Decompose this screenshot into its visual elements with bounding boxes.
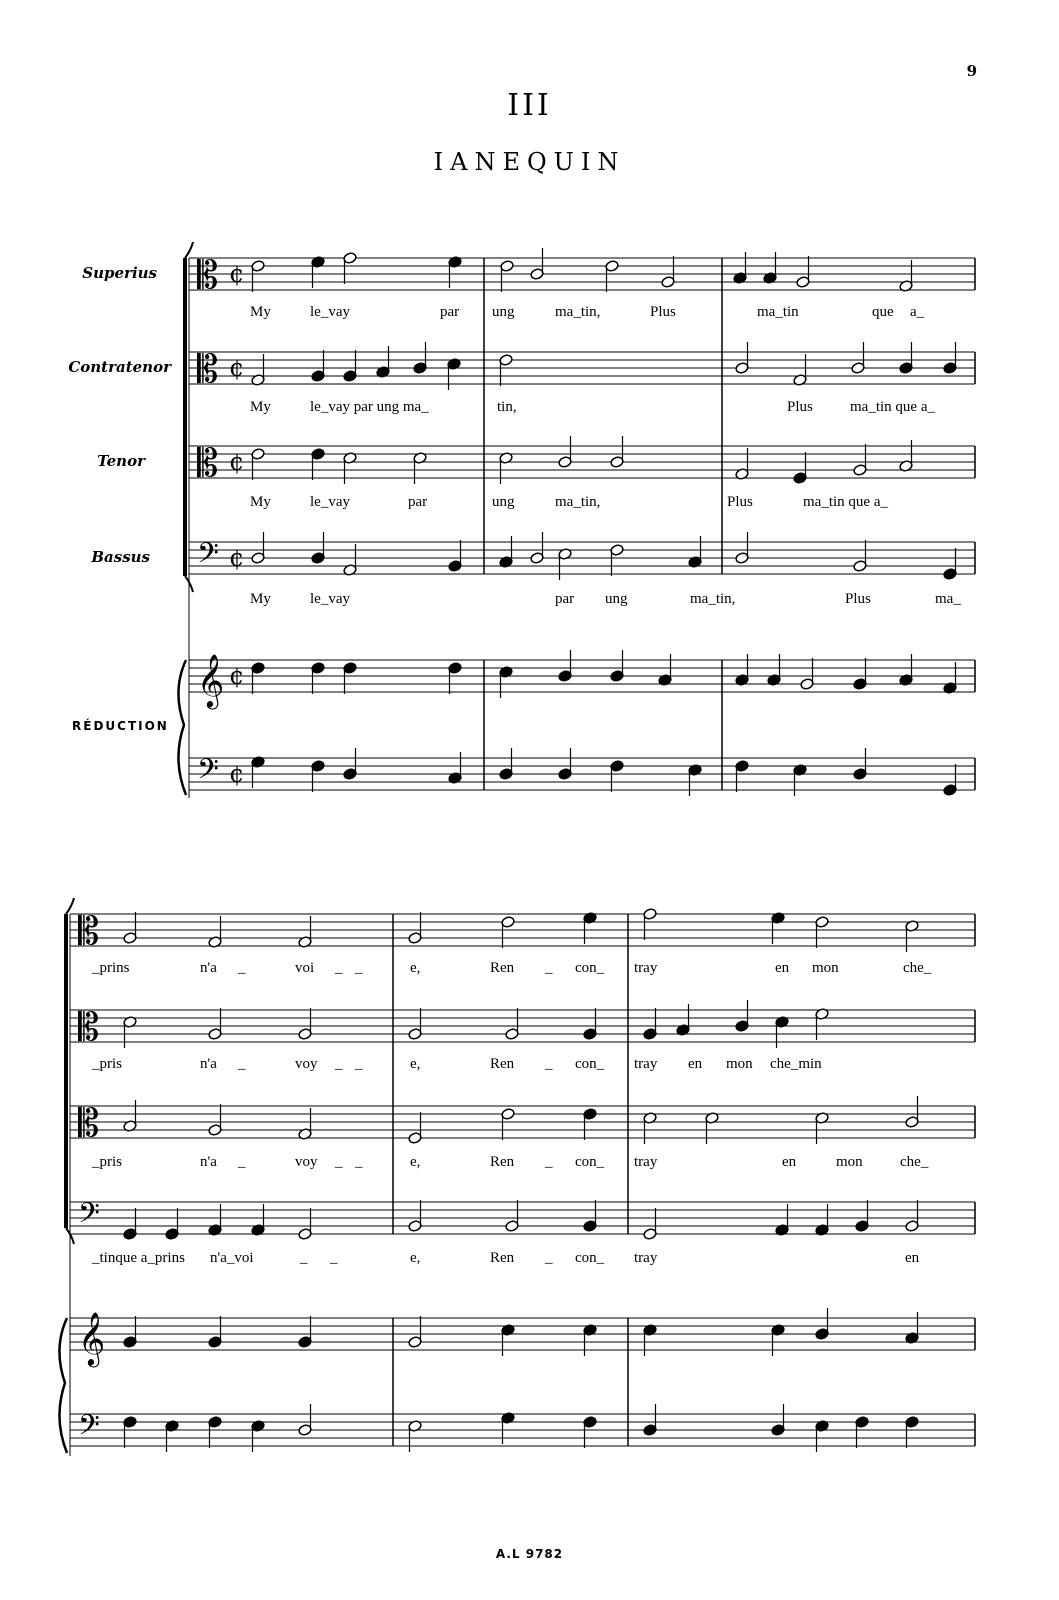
lyric-syllable: ung: [492, 494, 515, 510]
lyric-syllable: _prins: [92, 960, 130, 976]
lyric-syllable: e,: [410, 1154, 421, 1170]
lyric-syllable: _: [545, 1250, 553, 1266]
lyric-syllable: con_: [575, 960, 605, 976]
bass-clef: 𝄢: [78, 1197, 100, 1237]
lyric-syllable: e,: [410, 1250, 421, 1266]
lyric-syllable: mon: [726, 1056, 753, 1072]
lyric-syllable: ung: [492, 304, 515, 320]
lyric-syllable: n'a: [200, 1154, 217, 1170]
lyric-syllable: ma_tin,: [690, 591, 736, 607]
lyric-syllable: _: [300, 1250, 308, 1266]
bass-clef: 𝄢: [197, 537, 219, 577]
voice-label-tenor: Tenor: [97, 452, 145, 470]
lyric-syllable: Plus: [727, 494, 753, 510]
lyric-syllable: _: [330, 1250, 338, 1266]
lyric-syllable: voy: [295, 1056, 318, 1072]
voice-label-bassus: Bassus: [91, 548, 150, 566]
c-clef: 𝄡: [78, 909, 100, 953]
lyric-syllable: tray: [634, 1250, 658, 1266]
c-clef: 𝄡: [78, 1101, 100, 1145]
lyric-syllable: _: [355, 1154, 363, 1170]
time-signature: ¢: [229, 448, 245, 476]
system-2: [59, 898, 74, 1456]
lyric-syllable: ma_: [935, 591, 961, 607]
bass-clef: 𝄢: [197, 753, 219, 793]
time-signature: ¢: [229, 760, 245, 788]
lyric-syllable: n'a: [200, 960, 217, 976]
lyric-syllable: n'a: [200, 1056, 217, 1072]
lyric-syllable: _: [335, 960, 343, 976]
treble-clef: 𝄞: [78, 1311, 106, 1365]
lyric-syllable: _pris: [92, 1154, 122, 1170]
c-clef: 𝄡: [197, 253, 219, 297]
page-number: 9: [966, 62, 977, 80]
lyric-syllable: le_vay par ung ma_: [310, 399, 429, 415]
lyric-syllable: _: [545, 960, 553, 976]
composer-name: IANEQUIN: [433, 148, 626, 176]
lyric-syllable: tin,: [497, 399, 517, 415]
time-signature: ¢: [229, 260, 245, 288]
c-clef: 𝄡: [78, 1005, 100, 1049]
lyric-syllable: My: [250, 304, 271, 320]
lyric-syllable: ma_tin que a_: [803, 494, 888, 510]
lyric-syllable: _tinque a_prins: [92, 1250, 185, 1266]
lyric-syllable: ma_tin: [757, 304, 799, 320]
lyric-syllable: en: [782, 1154, 797, 1170]
lyric-syllable: que: [872, 304, 894, 320]
lyric-syllable: My: [250, 591, 271, 607]
plate-number: A.L 9782: [495, 1547, 564, 1561]
lyric-syllable: My: [250, 399, 271, 415]
lyric-syllable: tray: [634, 1154, 658, 1170]
lyric-syllable: My: [250, 494, 271, 510]
lyric-syllable: e,: [410, 1056, 421, 1072]
lyric-syllable: Ren: [490, 960, 515, 976]
lyric-syllable: con_: [575, 1250, 605, 1266]
lyric-syllable: voi: [295, 960, 315, 976]
lyric-syllable: che_: [900, 1154, 929, 1170]
lyric-syllable: le_vay: [310, 494, 350, 510]
lyric-syllable: Ren: [490, 1056, 515, 1072]
treble-clef: 𝄞: [197, 653, 225, 707]
lyric-syllable: Ren: [490, 1154, 515, 1170]
lyric-syllable: che_min: [770, 1056, 822, 1072]
lyric-syllable: le_vay: [310, 591, 350, 607]
system-1: [178, 242, 193, 798]
bass-clef: 𝄢: [78, 1409, 100, 1449]
lyric-syllable: le_vay: [310, 304, 350, 320]
lyric-syllable: _: [335, 1154, 343, 1170]
lyric-syllable: _pris: [92, 1056, 122, 1072]
lyric-syllable: e,: [410, 960, 421, 976]
lyric-syllable: _: [355, 960, 363, 976]
lyric-syllable: Plus: [787, 399, 813, 415]
lyric-syllable: Plus: [845, 591, 871, 607]
lyric-syllable: Plus: [650, 304, 676, 320]
lyric-syllable: ma_tin que a_: [850, 399, 935, 415]
lyric-syllable: con_: [575, 1154, 605, 1170]
lyric-syllable: _: [335, 1056, 343, 1072]
lyric-syllable: tray: [634, 960, 658, 976]
voice-label-superius: Superius: [82, 264, 157, 282]
lyric-syllable: Ren: [490, 1250, 515, 1266]
lyric-syllable: ung: [605, 591, 628, 607]
lyric-syllable: ma_tin,: [555, 304, 601, 320]
lyric-syllable: voy: [295, 1154, 318, 1170]
reduction-label: RÉDUCTION: [72, 719, 169, 733]
lyric-syllable: tray: [634, 1056, 658, 1072]
time-signature: ¢: [229, 662, 245, 690]
piece-number: III: [507, 88, 552, 123]
lyric-syllable: en: [775, 960, 790, 976]
time-signature: ¢: [229, 354, 245, 382]
lyric-syllable: par: [440, 304, 460, 320]
lyric-syllable: n'a_voi: [210, 1250, 254, 1266]
lyric-syllable: en: [688, 1056, 703, 1072]
lyric-syllable: ma_tin,: [555, 494, 601, 510]
lyric-syllable: _: [238, 1154, 246, 1170]
time-signature: ¢: [229, 544, 245, 572]
c-clef: 𝄡: [197, 441, 219, 485]
lyric-syllable: _: [355, 1056, 363, 1072]
lyric-syllable: mon: [812, 960, 839, 976]
lyric-syllable: par: [555, 591, 575, 607]
c-clef: 𝄡: [197, 347, 219, 391]
lyric-syllable: a_: [910, 304, 925, 320]
lyric-syllable: par: [408, 494, 428, 510]
lyric-syllable: _: [545, 1056, 553, 1072]
lyric-syllable: en: [905, 1250, 920, 1266]
lyric-syllable: mon: [836, 1154, 863, 1170]
lyric-syllable: _: [545, 1154, 553, 1170]
lyric-syllable: _: [238, 1056, 246, 1072]
lyric-syllable: che_: [903, 960, 932, 976]
lyric-syllable: _: [238, 960, 246, 976]
voice-label-contratenor: Contratenor: [68, 358, 171, 376]
lyric-syllable: con_: [575, 1056, 605, 1072]
